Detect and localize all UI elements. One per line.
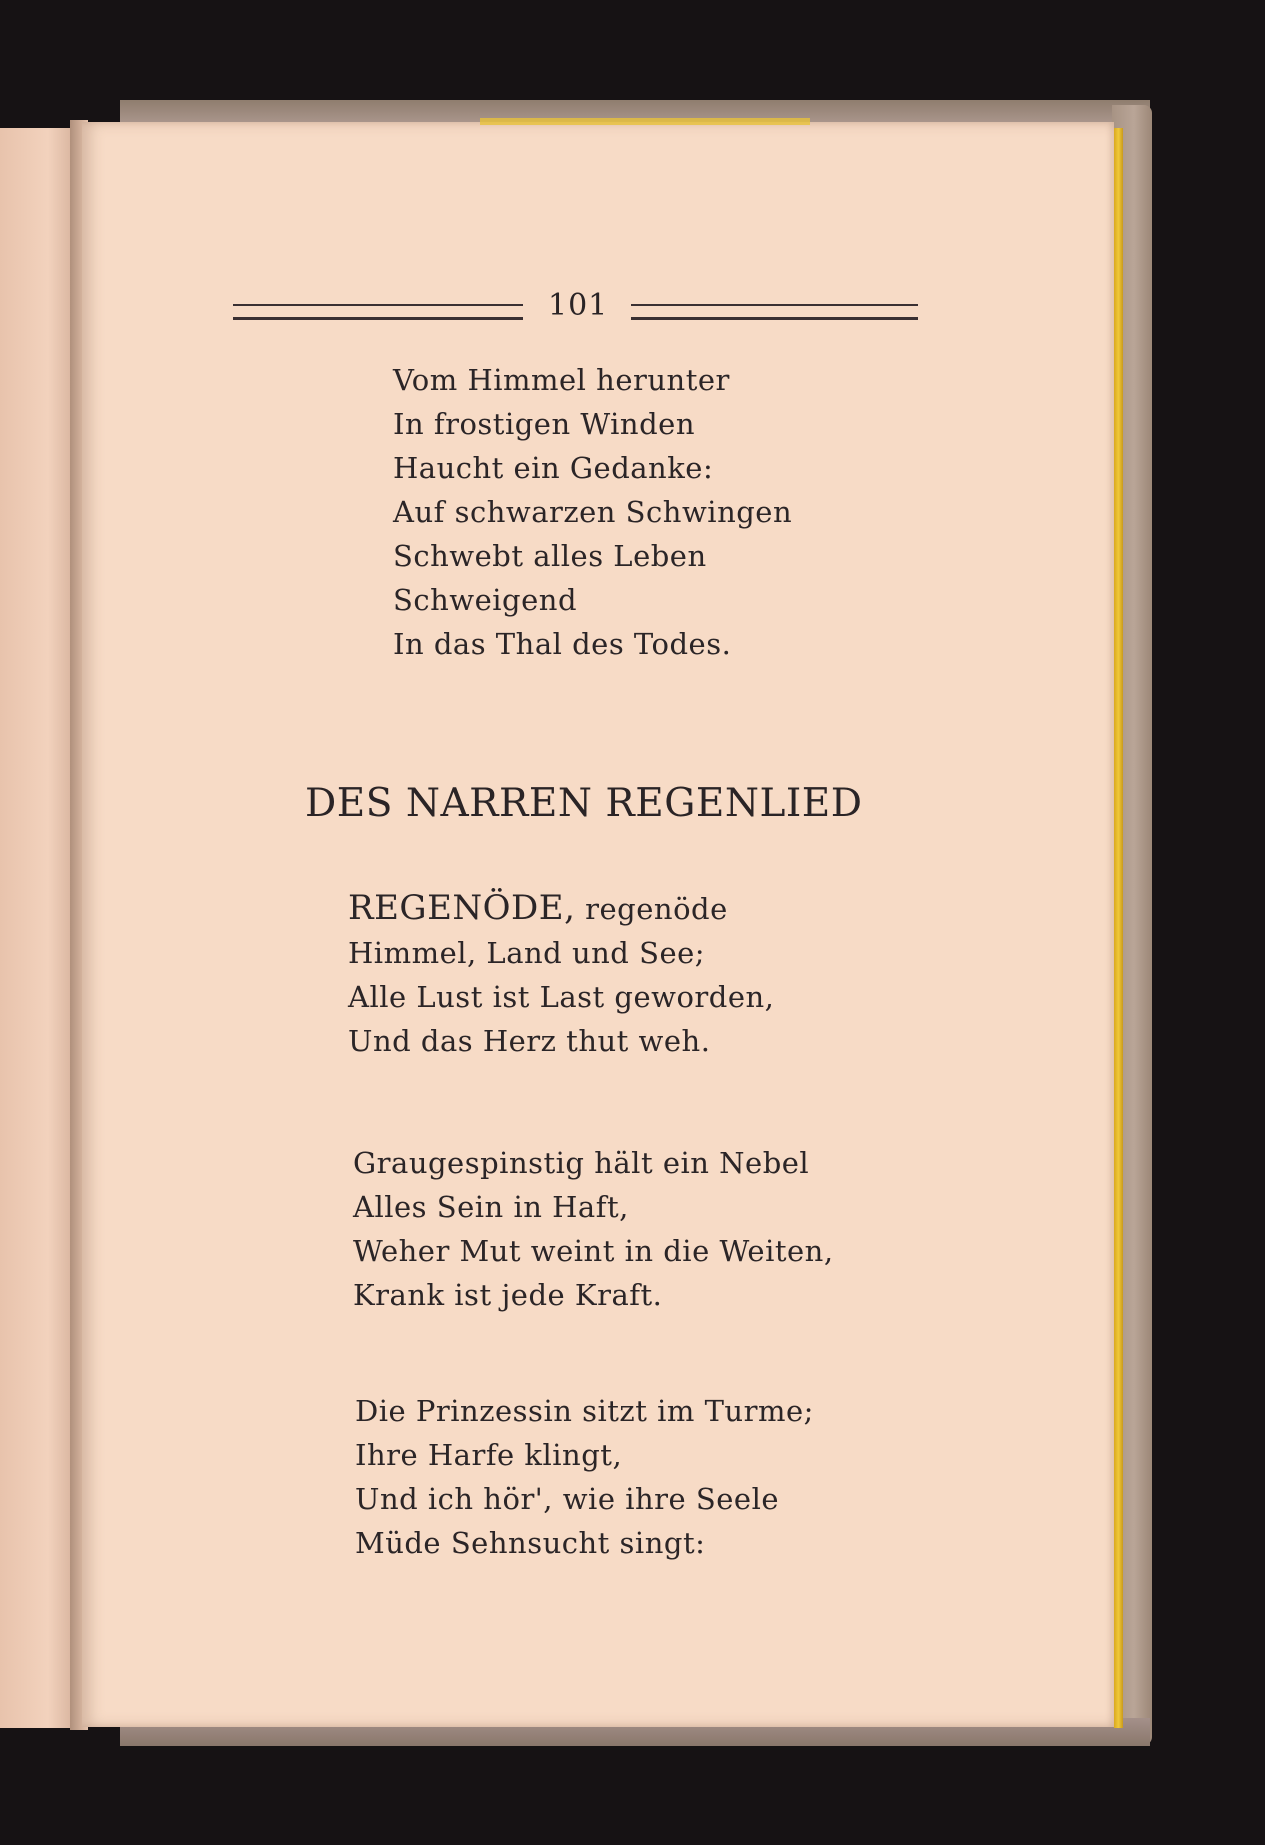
yellow-page-edge (1114, 128, 1123, 1728)
verse-line: Auf schwarzen Schwingen (393, 495, 793, 529)
stanza-4 (355, 1389, 814, 1565)
header-rule-right (631, 304, 918, 320)
page-number: 101 (548, 288, 609, 323)
verse-line: Alles Sein in Haft, (353, 1190, 629, 1224)
verse-line-first (348, 886, 774, 931)
verse-line: Und das Herz thut weh. (348, 1024, 711, 1058)
stanza-2 (348, 886, 774, 1063)
yellow-top-edge (480, 118, 810, 125)
verse-line: Haucht ein Gedanke: (393, 451, 714, 485)
verse-line: Vom Himmel herunter (393, 363, 730, 397)
verse-line: In frostigen Winden (393, 407, 695, 441)
verse-line: Himmel, Land und See; (348, 936, 706, 970)
verse-line: Schweigend (393, 583, 578, 617)
stanza-1 (393, 358, 792, 666)
verse-line: Schwebt alles Leben (393, 539, 707, 573)
stanza-3 (353, 1141, 834, 1317)
drop-word: REGENÖDE, (348, 888, 576, 928)
verse-line: Alle Lust ist Last geworden, (348, 980, 775, 1014)
verse-line: Die Prinzessin sitzt im Turme; (355, 1394, 814, 1428)
verse-line: Weher Mut weint in die Weiten, (353, 1234, 834, 1268)
left-page-edge (0, 128, 80, 1728)
first-line-rest: regenöde (575, 892, 728, 926)
header-rule-left (233, 304, 523, 320)
verse-line: Graugespinstig hält ein Nebel (353, 1146, 810, 1180)
poem-title: DES NARREN REGENLIED (305, 781, 863, 826)
verse-line: Müde Sehnsucht singt: (355, 1526, 706, 1560)
verse-line: In das Thal des Todes. (393, 627, 732, 661)
verse-line: Und ich hör', wie ihre Seele (355, 1482, 780, 1516)
verse-line: Ihre Harfe klingt, (355, 1438, 623, 1472)
verse-line: Krank ist jede Kraft. (353, 1278, 663, 1312)
